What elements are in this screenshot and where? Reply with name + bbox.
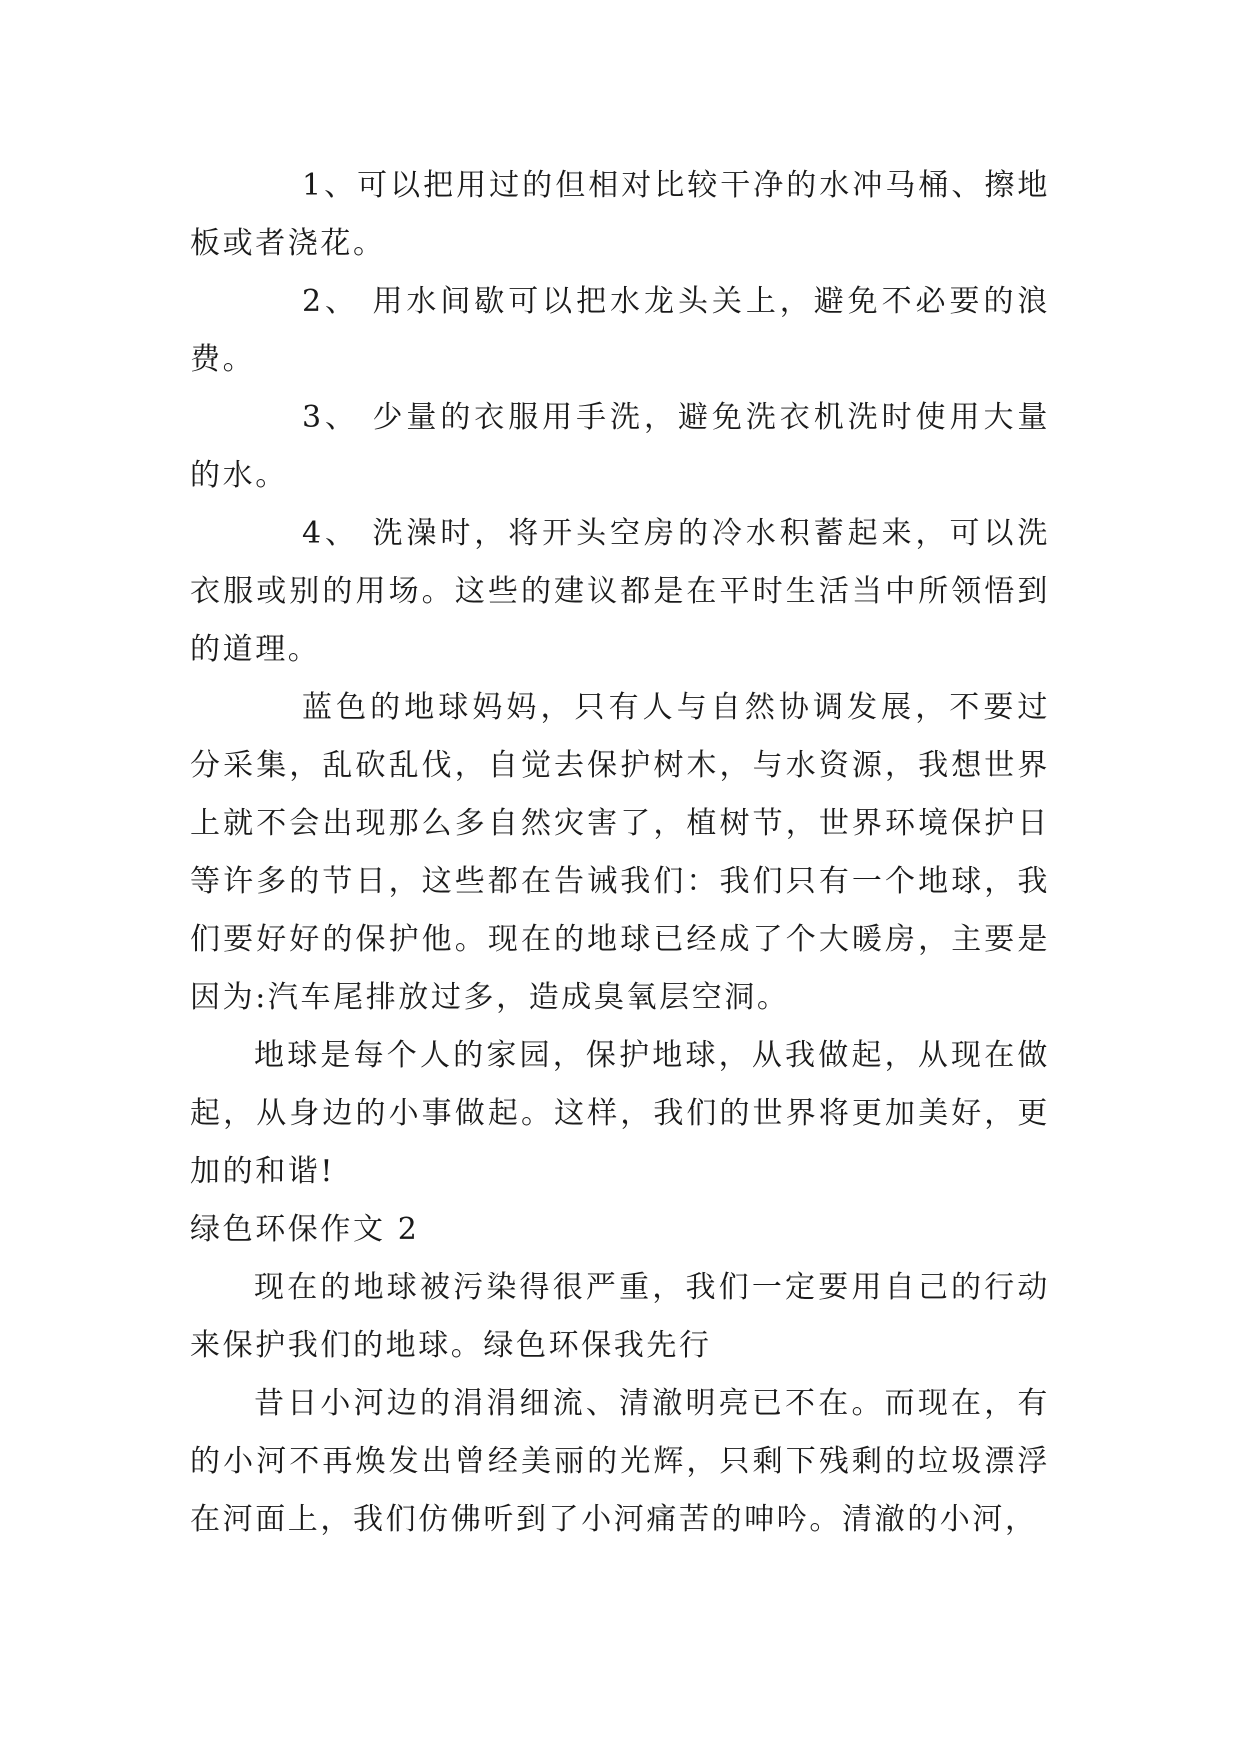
- paragraph-tip-4: 4、 洗澡时，将开头空房的冷水积蓄起来，可以洗衣服或别的用场。这些的建议都是在平时生活当中所领悟到的道理。: [190, 516, 1050, 667]
- paragraph-intro-2: 现在的地球被污染得很严重，我们一定要用自己的行动来保护我们的地球。绿色环保我先行: [190, 1270, 1050, 1363]
- paragraph-tip-2: 2、 用水间歇可以把水龙头关上，避免不必要的浪费。: [190, 284, 1050, 377]
- paragraph-tip-3: 3、 少量的衣服用手洗，避免洗衣机洗时使用大量的水。: [190, 400, 1050, 493]
- paragraph-tip-1: 1、可以把用过的但相对比较干净的水冲马桶、擦地板或者浇花。: [190, 168, 1050, 261]
- paragraph-river: 昔日小河边的涓涓细流、清澈明亮已不在。而现在，有的小河不再焕发出曾经美丽的光辉，只剩下残剩的垃圾漂浮在河面上，我们仿佛听到了小河痛苦的呻吟。清澈的小河，: [190, 1386, 1050, 1537]
- document-body: [190, 157, 1050, 1549]
- essay-heading: 绿色环保作文 2: [190, 1212, 420, 1247]
- paragraph-conclusion: 地球是每个人的家园，保护地球，从我做起，从现在做起，从身边的小事做起。这样，我们的世界将更加美好，更加的和谐!: [190, 1038, 1050, 1189]
- paragraph-blue-earth: 蓝色的地球妈妈，只有人与自然协调发展，不要过分采集，乱砍乱伐，自觉去保护树木，与水资源，我想世界上就不会出现那么多自然灾害了，植树节，世界环境保护日等许多的节日，这些都在告诫我们：我们只有一个地球，我们要好好的保护他。现在的地球已经成了个大暖房，主要是因为:汽车尾排放过多，造成臭氧层空洞。: [190, 690, 1050, 1015]
